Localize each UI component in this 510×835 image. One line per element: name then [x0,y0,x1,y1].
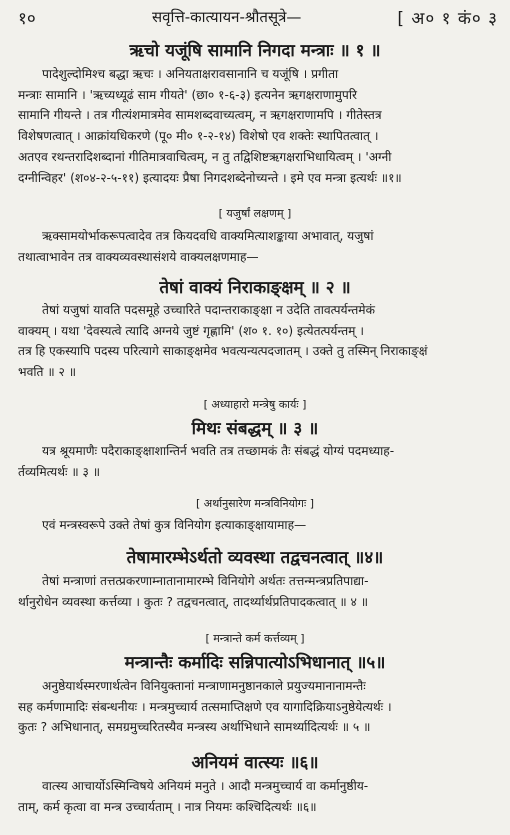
text-line: र्थानुरोधेन व्यवस्था कर्त्तव्या । कुतः ? तद्वचनत्वात्, तादर्थ्यार्थप्रतिपादकत्वात् ॥ ४ ॥ [18,594,369,609]
text-line: अनुष्ठेयार्थस्मरणार्थत्वेन विनियुक्तानां मन्त्राणामनुष्ठानकाले प्रयुज्यमानानामन्तैः [42,679,366,693]
commentary-5 [18,515,502,536]
sutra-4: तेषामारम्भेऽर्थतो व्यवस्था तद्वचनत्वात् ॥४॥ [126,548,384,568]
text-line: दग्नीन्विहर' (श०४-२-५-११) इत्यादयः प्रैषा निगदशब्देनोच्यन्ते । इमे एव मन्त्रा इत्यर्थः ॥१॥ [18,170,402,185]
commentary-1 [18,64,502,188]
page-header [18,6,498,28]
sutra-2: तेषां वाक्यं निराकाङ्क्षम् ॥ २ ॥ [159,278,351,298]
text-line: कुतः ? अभिधानात्, समग्रमुच्चरितस्यैव मन्त्रस्य अर्थाभिधाने सामर्थ्यादित्यर्थः ॥ ५ ॥ [18,720,371,735]
section-heading-adhyahara: [ अध्याहारो मन्त्रेषु कार्यः ] [203,398,307,411]
text-line: सामानि गीयन्ते । तत्र गीत्यंशमात्रमेव सामशब्दवाच्यत्वम्, न ऋगक्षराणामपि । गीतेस्तत्र [18,108,382,123]
sutra-5: मन्त्रान्तैः कर्मादिः सन्निपात्योऽभिधानात् ॥५॥ [124,653,386,673]
commentary-4 [18,441,502,482]
text-line: र्तव्यमित्यर्थः ॥ ३ ॥ [18,464,101,479]
text-line: तेषां यजुषां यावति पदसमूहे उच्चारिते पदान्तराकाङ्क्षा न उदेति तावत्पर्यन्तमेकं [42,303,375,317]
text-line: वात्स्य आचार्योऽस्मिन्विषये अनियमं मनुते । आदौ मन्त्रमुच्चार्य वा कर्मानुष्ठीय- [42,779,369,793]
chapter-reference: [ अ० १ कं० ३ [397,9,498,29]
sutra-3: मिथः संबद्धम् ॥ ३ ॥ [191,419,319,439]
text-line: वाक्यम् । यथा 'देवस्यत्वे त्यादि अग्नये जुष्टं गृह्णामि' (श० १. १०) इत्येतत्पर्यन्तम् । [18,323,364,338]
text-line: एवं मन्त्रस्वरूपे उक्ते तेषां कुत्र विनियोग इत्याकाङ्क्षायामाह— [42,518,307,532]
text-line: तेषां मन्त्राणां तत्तत्प्रकरणाम्नातानामारम्भे विनियोगे अर्थतः तत्तन्मन्त्रप्रतिपाद्या- [42,574,369,588]
commentary-2 [18,226,502,267]
text-line: ताम्, कर्म कृत्वा वा मन्त्र उच्चार्यताम् । नात्र नियमः कश्चिदित्यर्थः ॥६॥ [18,799,317,814]
text-line: ऋक्सामयोर्भाकरूपत्वादेव तत्र कियदवधि वाक्यमित्याशङ्काया अभावात्, यजुषां [42,229,374,243]
sutra-6: अनियमं वात्स्यः ॥६॥ [191,753,319,773]
commentary-3 [18,300,502,383]
text-line: भवति ॥ २ ॥ [18,365,77,380]
commentary-8 [18,776,502,817]
text-line: पादेशुल्दोमिश्च बद्धा ऋचः । अनियताक्षरावसानानि च यजूंषि । प्रगीता [42,67,339,81]
text-line: तत्र हि एकस्यापि पदस्य परित्यागे साकाङ्क्षमेव भवत्यन्यत्पदजातम् । उक्ते तु तस्मिन् निराकाङ्क्षं [18,344,428,359]
text-line: यत्र श्रूयमाणैः पदैराकाङ्क्षाशान्तिर्न भवति तत्र तच्छामकं तैः संबद्धं योग्यं पदमध्याह- [42,444,395,458]
commentary-7 [18,676,502,738]
text-line: मन्त्राः सामानि । 'ऋच्यध्यूढं साम गीयते' (छा० १-६-३) इत्यनेन ऋगक्षराणामुपरि [18,87,357,102]
section-heading-yajus: [ यजुर्षां लक्षणम् ] [218,207,292,220]
commentary-6 [18,571,502,612]
page-number: १० [18,9,36,29]
section-heading-karma: [ मन्त्रान्ते कर्म कर्त्तव्यम् ] [205,632,305,645]
text-line: अतएव रथन्तरादिशब्दानां गीतिमात्रवाचित्वम्, न तु तद्विशिष्टऋगक्षराभिधायित्वम् । 'अग्नी [18,149,392,164]
text-line: विशेषणत्वात् । आक्रांयधिकरणे (पू० मी० १-२-१४) विशेषो एव शक्तेः स्थापितत्वात् । [18,129,379,144]
sutra-1: ऋचो यजूंषि सामानि निगदा मन्त्राः ॥ १ ॥ [129,41,381,61]
running-title: सवृत्ति-कात्यायन-श्रौतसूत्रे— [152,8,302,26]
text-line: सह कर्मणामादिः संबन्धनीयः । मन्त्रमुच्चार्य तत्समाप्तिक्षणे एव यागादिक्रियाऽनुष्ठेयेत्यर्थः । [18,699,392,714]
section-heading-viniyoga: [ अर्थानुसारेण मन्त्रविनियोगः ] [196,497,314,510]
text-line: तथात्वाभावेन तत्र वाक्यव्यवस्थासंशये वाक्यलक्षणमाह— [18,249,259,264]
